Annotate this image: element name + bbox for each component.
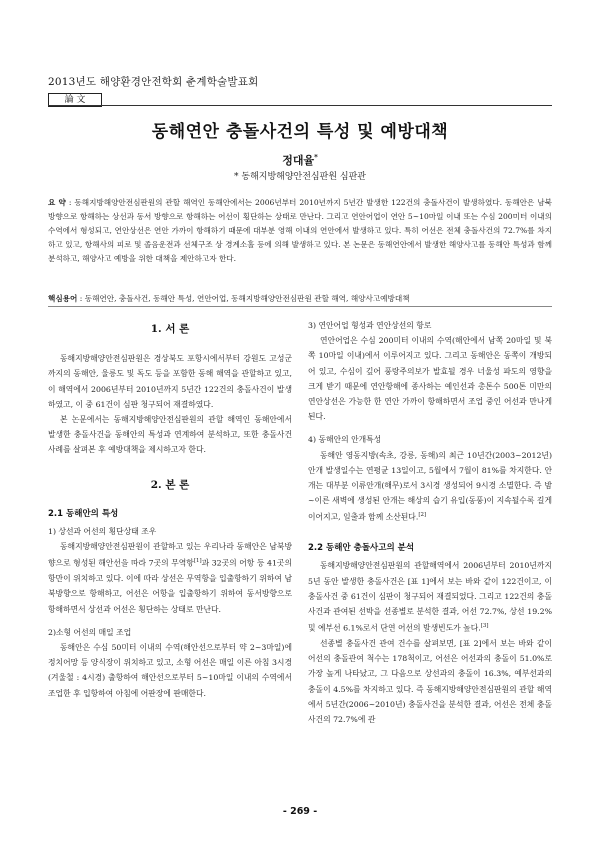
keywords-text: : 동해연안, 충돌사건, 동해안 특성, 연안어업, 동해지방해양안전심판원 관할 해역, 해양사고예방대책: [77, 294, 410, 303]
item-1-paragraph: [48, 539, 292, 617]
page-number: - 269 -: [282, 806, 318, 817]
subsection-2-2-title: 2.2 동해안 충돌사고의 분석: [308, 543, 415, 554]
item-3-paragraph: 연안어업은 수심 200미터 이내의 수역(해안에서 남쪽 20마일 및 북쪽 10마일 이내)에서 이루어지고 있다. 그리고 동해안은 동쪽이 개방되어 있고, 수심이 깊어 풍랑주의보가 발효될 경우 너울성 파도의 영향을 크게 받기 때문에 연안항해에 종사하는 예인선과 총톤수 500톤 미만의 연안상선은 가능한 한 연안 가까이 항해하면서 조업 중인 어선과 만나게 된다.: [308, 336, 552, 422]
abstract-divider: [48, 306, 552, 307]
section-1-title: 1. 서 론: [150, 323, 190, 335]
reference-3: [3]: [480, 623, 489, 630]
item-2-title: 2)소형 어선의 매일 조업: [48, 627, 132, 637]
analysis-paragraph-1: [308, 558, 552, 636]
article-type-tag: 論 文: [48, 93, 102, 107]
analysis-paragraph-2: 선종별 충돌사건 관여 건수를 살펴보면, [표 2]에서 보는 바와 같이 어선의 충돌관여 척수는 178척이고, 어선은 어선과의 충돌이 51.0%로 가장 높게 나타났고, 그 다음으로 상선과의 충돌이 16.3%, 예부선과의 충돌이 4.5%를 차지하고 있다. 즉 동해지방해양안전심판원의 관할 해역에서 5년간(2006~2010년) 충돌사건을 분석한 결과, 어선은 전체 충돌사건의 72.7%에 관: [308, 639, 552, 725]
abstract-label: 요 약: [48, 198, 66, 207]
section-2-title: 2. 본 론: [150, 478, 190, 491]
item-1-text-a: 동해지방해양안전심판원이 관할하고 있는 우리나라 동해안은 남북방향으로 형성된 해안선을 따라 7곳의 무역항: [48, 542, 292, 569]
left-column: [48, 318, 292, 701]
abstract-text: : 동해지방해양안전심판원의 관할 해역인 동해안에서는 2006년부터 2010년까지 5년간 발생한 122건의 충돌사건이 발생하였다. 동해안은 남북 방향으로 항해하는 상선과 동서 방향으로 항해하는 어선이 횡단하는 상태로 만난다. 그리고 연안어업이 연안 5~10마일 이내 또는 수심 200미터 이내의 수역에서 형성되고, 연안상선은 연안 가까이 항해하기 때문에 대부분 영해 이내의 연안에서 발생하고 있다. 특히 어선은 전체 충돌사건의 72.7%를 차지하고 있고, 항해사의 피로 및 졸음운전과 선체구조 상 경계소홀 등에 의해 발생하고 있다. 본 논문은 동해연안에서 발생한 해양사고를 동해안 특성과 함께 분석하고, 해양사고 예방을 위한 대책을 제안하고자 한다.: [48, 198, 552, 263]
item-4-text: 동해안 영동지방(속초, 강릉, 동해)의 최근 10년간(2003~2012년) 안개 발생일수는 연평균 13일이고, 5월에서 7월이 81%를 차지한다. 안개는 대부분 이류안개(해무)로서 3시경 생성되어 9시경 소멸한다. 즉 밤~이른 새벽에 생성된 안개는 해상의 습기 유입(동풍)이 지속될수록 길게 이어지고, 일출과 함께 소산된다.: [308, 450, 552, 523]
reference-1: [1]: [193, 558, 202, 565]
item-4-paragraph: [308, 448, 552, 526]
paper-title: 동해연안 충돌사건의 특성 및 예방대책: [151, 122, 449, 142]
analysis-text-1: 동해지방해양안전심판원의 관할해역에서 2006년부터 2010년까지 5년 동안 발생한 충돌사건은 [표 1]에서 보는 바와 같이 122건이고, 이 충돌사건 중 61건이 심판이 청구되어 재결되었다. 그리고 122건의 충돌사건과 관여된 선박을 선종별로 분석한 결과, 어선 72.7%, 상선 19.2% 및 예부선 6.1%로서 단연 어선의 발생빈도가 높다.: [308, 561, 552, 633]
item-2-paragraph: 동해안은 수심 50미터 이내의 수역(해안선으로부터 약 2~3마일)에 정치어망 등 양식장이 위치하고 있고, 소형 어선은 매일 이른 아침 3시경(겨울철 : 4시경) 출항하여 해안선으로부터 5~10마일 이내의 수역에서 조업한 후 입항하여 아침에 어판장에 판매한다.: [48, 643, 292, 698]
keywords: [48, 293, 552, 305]
item-1-title: 1) 상선과 어선의 횡단상태 조우: [48, 527, 157, 537]
right-column: [308, 318, 552, 727]
author-name: 정대율: [282, 154, 315, 167]
header-divider: [48, 105, 552, 106]
author: [0, 152, 600, 168]
intro-paragraph-2: 본 논문에서는 동해지방해양안전심판원의 관할 해역인 동해안에서 발생한 충돌사건을 동해안의 특성과 연계하여 분석하고, 또한 충돌사건 사례를 살펴본 후 예방대책을 제시하고자 한다.: [48, 415, 292, 455]
item-4-title: 4) 동해안의 안개특성: [308, 435, 382, 445]
reference-2: [2]: [418, 512, 427, 519]
abstract: [48, 196, 552, 266]
subsection-2-1-title: 2.1 동해안의 특성: [48, 508, 119, 519]
item-1-text-b: 과 32곳의 어항 등 41곳의 항만이 위치하고 있다. 이에 따라 상선은 무역항을 입출항하기 위하여 남북방향으로 항해하고, 어선은 어항을 입출항하기 위하여 동서방향으로 항해하면서 상선과 어선은 횡단하는 상태로 만난다.: [48, 559, 292, 614]
conference-header: 2013년도 해양환경안전학회 춘계학술발표회: [48, 76, 259, 88]
item-3-title: 3) 연안어업 형성과 연안상선의 항로: [308, 321, 432, 330]
keywords-label: 핵심용어: [48, 294, 78, 303]
author-affiliation: * 동해지방해양안전심판원 심판관: [234, 172, 366, 182]
author-mark: *: [314, 152, 318, 162]
intro-paragraph-1: 동해지방해양안전심판원은 경상북도 포항시에서부터 강원도 고성군까지의 동해안, 울릉도 및 독도 등을 포함한 동해 해역을 관할하고 있고, 이 해역에서 2006년부터 2010년까지 5년간 122건의 충돌사건이 발생하였고, 이 중 61건이 심판 청구되어 재결하였다.: [48, 354, 292, 409]
